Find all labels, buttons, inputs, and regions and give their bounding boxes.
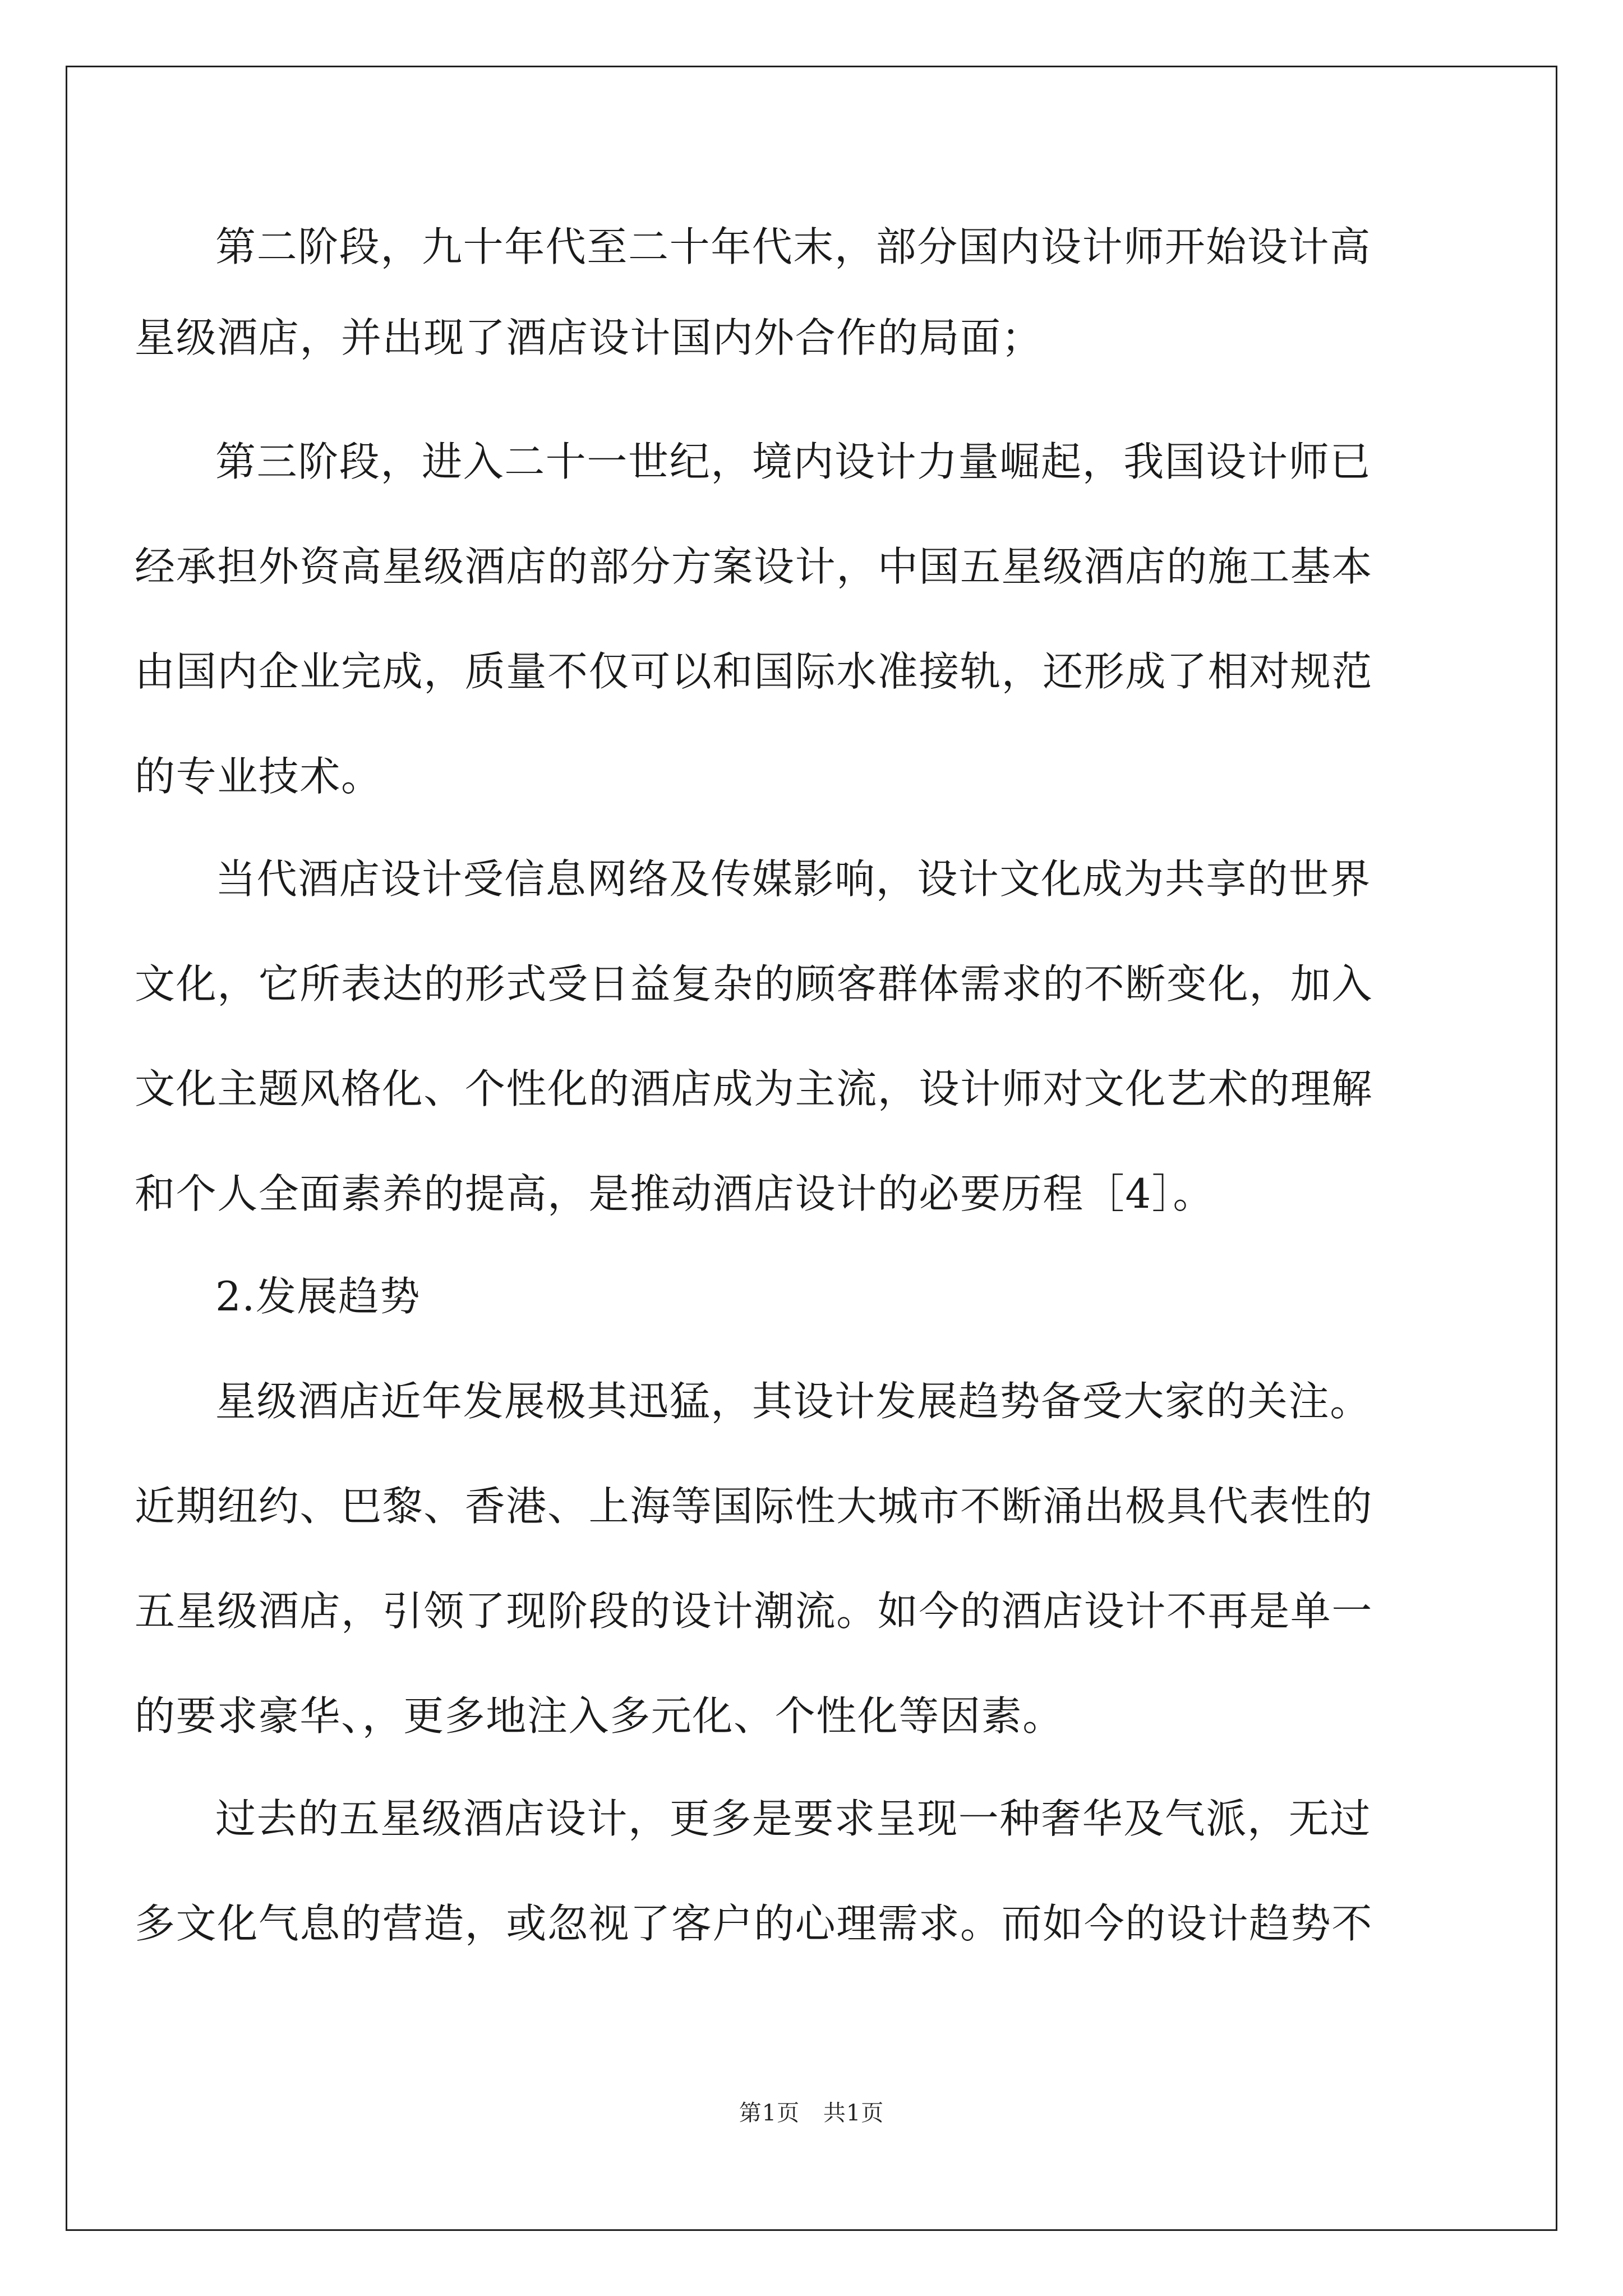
paragraph-line: 当代酒店设计受信息网络及传媒影响，设计文化成为共享的世界 [215,855,1371,903]
paragraph-line: 的专业技术。 [135,753,382,800]
paragraph-line: 第三阶段，进入二十一世纪，境内设计力量崛起，我国设计师已 [215,438,1371,485]
paragraph-line: 近期纽约、巴黎、香港、上海等国际性大城市不断涌出极具代表性的 [135,1483,1373,1530]
paragraph-line: 星级酒店近年发展极其迅猛，其设计发展趋势备受大家的关注。 [215,1378,1371,1425]
paragraph-line: 由国内企业完成，质量不仅可以和国际水准接轨，还形成了相对规范 [135,648,1373,695]
paragraph-line: 经承担外资高星级酒店的部分方案设计，中国五星级酒店的施工基本 [135,543,1373,590]
page-total: 共1页 [823,2100,884,2126]
paragraph-line: 和个人全面素养的提高，是推动酒店设计的必要历程［4］。 [135,1170,1215,1217]
section-heading: 2.发展趋势 [215,1273,421,1320]
paragraph-line: 第二阶段，九十年代至二十年代末，部分国内设计师开始设计高 [215,223,1371,270]
page-number: 第1页 [739,2100,800,2126]
paragraph-line: 的要求豪华、，更多地注入多元化、个性化等因素。 [135,1692,1064,1740]
paragraph-line: 多文化气息的营造，或忽视了客户的心理需求。而如今的设计趋势不 [135,1900,1373,1947]
paragraph-line: 五星级酒店，引领了现阶段的设计潮流。如今的酒店设计不再是单一 [135,1588,1373,1635]
paragraph-line: 文化，它所表达的形式受日益复杂的顾客群体需求的不断变化，加入 [135,960,1373,1007]
paragraph-line: 文化主题风格化、个性化的酒店成为主流，设计师对文化艺术的理解 [135,1065,1373,1112]
page-footer [0,2095,1623,2127]
paragraph-line: 星级酒店，并出现了酒店设计国内外合作的局面； [135,314,1043,361]
paragraph-line: 过去的五星级酒店设计，更多是要求呈现一种奢华及气派，无过 [215,1795,1371,1842]
